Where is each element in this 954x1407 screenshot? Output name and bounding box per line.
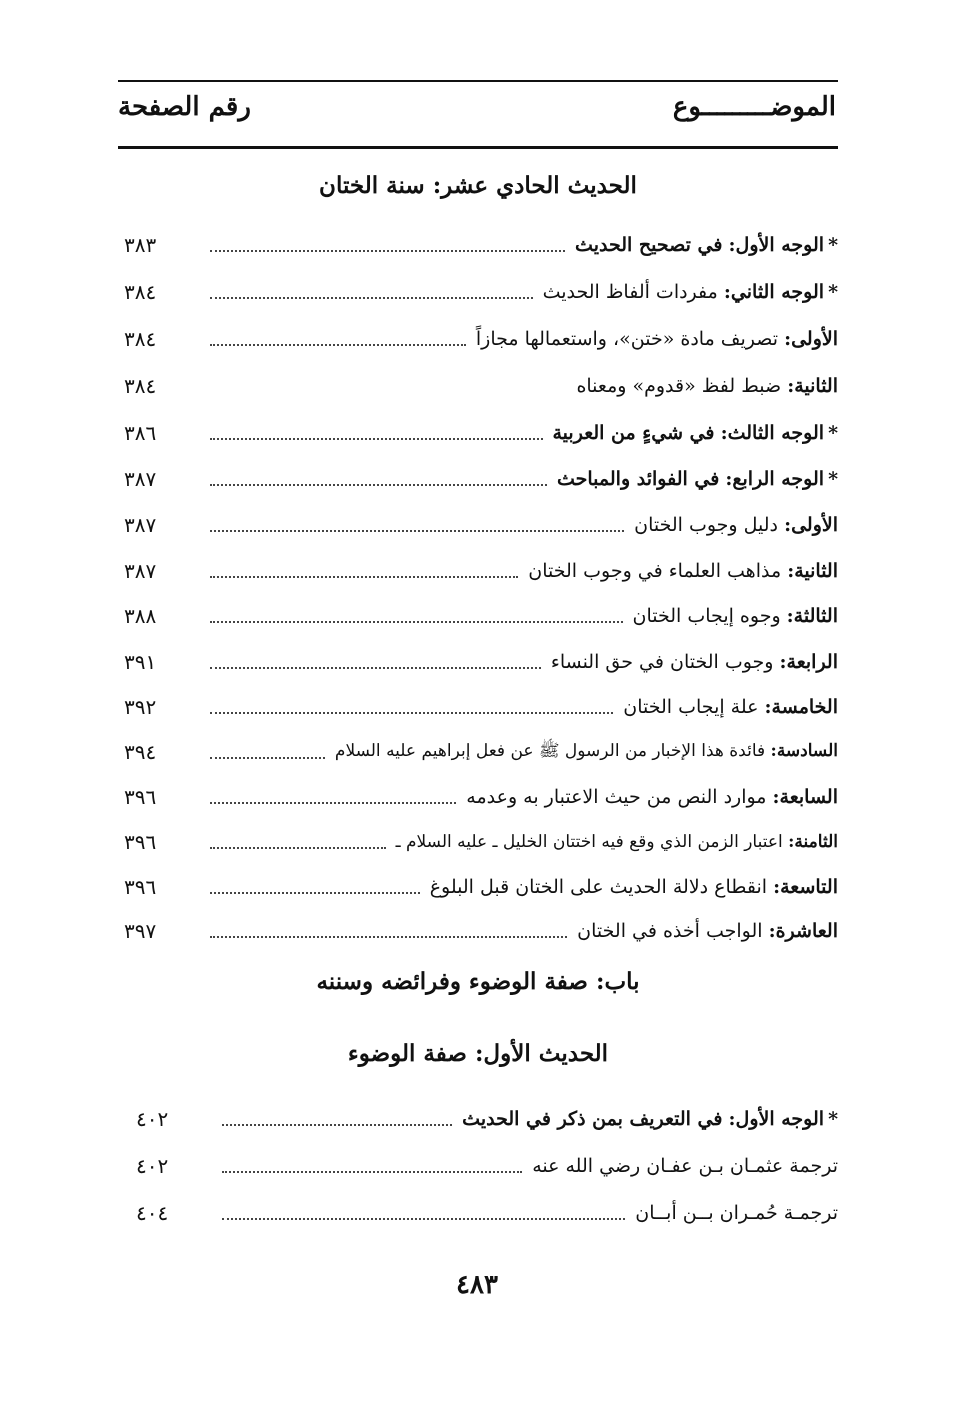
dot-leader (210, 892, 420, 894)
entry-page-number: ٣٨٦ (124, 421, 157, 445)
entry-label: الأولى: تصريف مادة «ختن»، واستعمالها مجازاً (475, 328, 838, 350)
toc-entry[interactable] (118, 322, 838, 356)
entry-label: الثامنة: اعتبار الزمن الذي وقع فيه اختتان الخليل ـ عليه السلام ـ (395, 832, 838, 852)
topic-column-label: الموضـــــــــوع (672, 92, 836, 122)
toc-entry[interactable] (118, 735, 838, 769)
dot-leader (210, 438, 543, 440)
dot-leader (210, 484, 547, 486)
entry-label: *الوجه الأول: في تصحيح الحديث (575, 234, 838, 256)
entry-page-number: ٣٩٢ (124, 695, 157, 719)
entry-page-number: ٣٨٧ (124, 513, 157, 537)
entry-page-number: ٣٩٦ (124, 830, 157, 854)
dot-leader (222, 1124, 452, 1126)
toc-entry[interactable] (130, 1196, 838, 1230)
entry-page-number: ٣٨٤ (124, 374, 157, 398)
entry-page-number: ٣٨٣ (124, 233, 157, 257)
entry-page-number: ٤٠٤ (136, 1201, 169, 1225)
entry-label: *الوجه الرابع: في الفوائد والمباحث (556, 468, 838, 490)
entry-page-number: ٣٩٧ (124, 919, 157, 943)
entry-label: العاشرة: الواجب أخذه في الختان (577, 920, 838, 942)
header-bottom-rule (118, 146, 838, 149)
entry-page-number: ٣٨٧ (124, 559, 157, 583)
entry-page-number: ٣٩٤ (124, 740, 157, 764)
entry-page-number: ٣٨٨ (124, 604, 157, 628)
entry-page-number: ٣٩٦ (124, 875, 157, 899)
entry-page-number: ٣٩٦ (124, 785, 157, 809)
toc-entry[interactable] (118, 369, 838, 403)
header-top-rule (118, 80, 838, 82)
dot-leader (210, 757, 325, 759)
entry-label: التاسعة: انقطاع دلالة الحديث على الختان قبل البلوغ (429, 876, 838, 898)
entry-label: الثانية: ضبط لفظ «قدوم» ومعناه (576, 375, 838, 397)
entry-label: الرابعة: وجوب الختان في حق النساء (550, 651, 838, 673)
toc-entry[interactable] (118, 645, 838, 679)
dot-leader (210, 847, 386, 849)
dot-leader (210, 576, 518, 578)
dot-leader (210, 802, 456, 804)
entry-label: السابعة: موارد النص من حيث الاعتبار به وعدمه (466, 786, 838, 808)
entry-label: الثانية: مذاهب العلماء في وجوب الختان (528, 560, 838, 582)
toc-entry[interactable] (118, 462, 838, 496)
toc-entry[interactable] (130, 1102, 838, 1136)
toc-entry[interactable] (118, 275, 838, 309)
section-heading: الحديث الحادي عشر: سنة الختان (319, 172, 637, 199)
dot-leader (222, 1171, 522, 1173)
dot-leader (210, 250, 565, 252)
section-heading: الحديث الأول: صفة الوضوء (347, 1040, 609, 1067)
dot-leader (222, 1218, 625, 1220)
toc-entry[interactable] (118, 780, 838, 814)
dot-leader (210, 667, 541, 669)
entry-label: ترجمة عثمـان بـن عفـان رضي الله عنه (532, 1155, 838, 1177)
dot-leader (210, 936, 567, 938)
dot-leader (210, 297, 533, 299)
dot-leader (210, 712, 613, 714)
entry-page-number: ٤٠٢ (136, 1107, 169, 1131)
toc-entry[interactable] (118, 914, 838, 948)
entry-label: ترجمـة حُمـران بــن أبــان (635, 1202, 838, 1224)
toc-entry[interactable] (118, 599, 838, 633)
chapter-heading: باب: صفة الوضوء وفرائضه وسننه (316, 968, 640, 995)
entry-page-number: ٤٠٢ (136, 1154, 169, 1178)
page-number: ٤٨٣ (456, 1270, 498, 1300)
entry-label: *الوجه الثالث: في شيءٍ من العربية (552, 422, 838, 444)
toc-entry[interactable] (130, 1149, 838, 1183)
toc-entry[interactable] (118, 228, 838, 262)
entry-page-number: ٣٨٧ (124, 467, 157, 491)
entry-label: الثالثة: وجوه إيجاب الختان (632, 605, 838, 627)
dot-leader (210, 621, 623, 623)
entry-label: *الوجه الثاني: مفردات ألفاظ الحديث (542, 281, 838, 303)
toc-entry[interactable] (118, 416, 838, 450)
entry-page-number: ٣٨٤ (124, 280, 157, 304)
entry-label: *الوجه الأول: في التعريف بمن ذكر في الحديث (462, 1108, 838, 1130)
dot-leader (210, 530, 624, 532)
toc-entry[interactable] (118, 554, 838, 588)
entry-label: الخامسة: علة إيجاب الختان (623, 696, 838, 718)
entry-label: السادسة: فائدة هذا الإخبار من الرسول ﷺ عن فعل إبراهيم عليه السلام (334, 740, 838, 761)
toc-entry[interactable] (118, 690, 838, 724)
page-column-label: رقم الصفحة (118, 92, 251, 122)
entry-page-number: ٣٨٤ (124, 327, 157, 351)
toc-entry[interactable] (118, 508, 838, 542)
toc-entry[interactable] (118, 825, 838, 859)
toc-entry[interactable] (118, 870, 838, 904)
entry-page-number: ٣٩١ (124, 650, 157, 674)
entry-label: الأولى: دليل وجوب الختان (634, 514, 838, 536)
dot-leader (210, 344, 466, 346)
